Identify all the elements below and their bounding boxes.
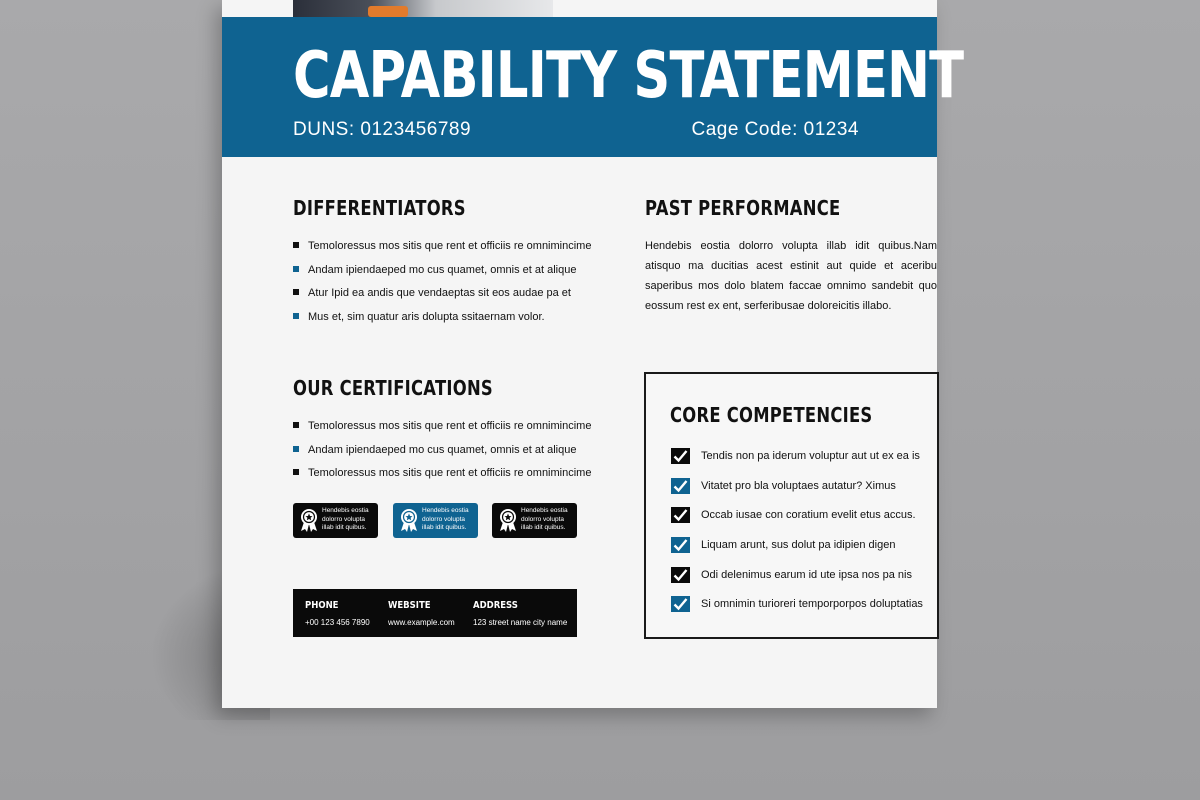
core-competencies-heading: CORE COMPETENCIES — [670, 403, 873, 427]
checkbox-icon — [671, 507, 690, 523]
bullet-icon — [293, 469, 299, 475]
bullet-icon — [293, 289, 299, 295]
list-item — [293, 239, 591, 263]
checkbox-icon — [671, 596, 690, 612]
bullet-icon — [293, 242, 299, 248]
list-item-text: Tendis non pa iderum voluptur aut ut ex ea is — [701, 450, 920, 462]
checkbox-icon — [671, 448, 690, 464]
core-competencies-list — [671, 448, 923, 626]
list-item — [293, 310, 591, 334]
badge-text: Hendebis eostia dolorro volupta illab idit quibus. — [422, 507, 469, 531]
list-item — [293, 286, 591, 310]
phone-label: PHONE — [305, 600, 339, 611]
list-item-text: Occab iusae con coratium evelit etus accus. — [701, 509, 916, 522]
list-item — [671, 507, 923, 537]
award-ribbon-icon — [299, 508, 319, 532]
list-item — [293, 419, 591, 443]
list-item-text: Temoloressus mos sitis que rent et officiis re omnimincime — [308, 467, 592, 479]
header-photo — [293, 0, 553, 17]
certifications-list — [293, 419, 591, 490]
checkbox-icon — [671, 567, 690, 583]
bullet-icon — [293, 446, 299, 452]
badge-text: Hendebis eostia dolorro volupta illab idit quibus. — [521, 507, 568, 531]
page-title: CAPABILITY STATEMENT — [293, 39, 964, 113]
list-item — [671, 537, 923, 567]
bullet-icon — [293, 422, 299, 428]
list-item — [671, 478, 923, 508]
checkbox-icon — [671, 537, 690, 553]
list-item-text: Andam ipiendaeped mo cus quamet, omnis et at alique — [308, 263, 577, 276]
website-label: WEBSITE — [388, 600, 431, 611]
duns-number: DUNS: 0123456789 — [293, 119, 472, 140]
list-item-text: Andam ipiendaeped mo cus quamet, omnis et at alique — [308, 443, 577, 456]
title-banner — [222, 17, 964, 157]
list-item-text: Si omnimin turioreri temporporpos doluptatias — [701, 598, 923, 611]
certifications-heading: OUR CERTIFICATIONS — [293, 376, 493, 400]
capability-statement-page — [222, 0, 964, 708]
checkbox-icon — [671, 478, 690, 494]
differentiators-heading: DIFFERENTIATORS — [293, 196, 466, 220]
contact-bar — [293, 589, 577, 637]
past-performance-text: Hendebis eostia dolorro volupta illab idit quibus.Nam atisquo ma ducitias acest estinit aut quide et aceribu saperibus mos dolo blatem faccae omnimo sandebit quo eossum rest ex ent, serferibusae doloreicitis illabo. — [645, 240, 937, 312]
list-item — [671, 567, 923, 597]
address-text: 123 street name city name — [473, 618, 568, 627]
list-item-text: Atur Ipid ea andis que vendaeptas sit eos audae pa et — [308, 287, 571, 299]
differentiators-list — [293, 239, 591, 333]
certification-badge — [492, 503, 577, 538]
list-item-text: Mus et, sim quatur aris dolupta ssitaernam volor. — [308, 310, 545, 323]
past-performance-heading: PAST PERFORMANCE — [645, 196, 841, 220]
cage-code: Cage Code: 01234 — [691, 119, 859, 140]
list-item-text: Liquam arunt, sus dolut pa idipien digen — [701, 539, 896, 552]
list-item — [293, 443, 591, 467]
list-item — [293, 466, 591, 490]
badge-text: Hendebis eostia dolorro volupta illab idit quibus. — [322, 507, 369, 531]
list-item-text: Temoloressus mos sitis que rent et officiis re omnimincime — [308, 240, 592, 252]
list-item — [293, 263, 591, 287]
core-competencies-box — [644, 372, 939, 639]
bullet-icon — [293, 266, 299, 272]
phone-number: +00 123 456 7890 — [305, 618, 370, 627]
website-link[interactable]: www.example.com — [388, 618, 455, 627]
list-item — [671, 596, 923, 626]
award-ribbon-icon — [498, 508, 518, 532]
certification-badge — [393, 503, 478, 538]
award-ribbon-icon — [399, 508, 419, 532]
certification-badges — [293, 503, 578, 538]
certification-badge — [293, 503, 378, 538]
list-item — [671, 448, 923, 478]
address-label: ADDRESS — [473, 600, 518, 611]
list-item-text: Vitatet pro bla voluptaes autatur? Ximus — [701, 479, 896, 492]
bullet-icon — [293, 313, 299, 319]
list-item-text: Odi delenimus earum id ute ipsa nos pa nis — [701, 568, 912, 581]
list-item-text: Temoloressus mos sitis que rent et officiis re omnimincime — [308, 420, 592, 432]
photo-detail — [368, 6, 408, 17]
